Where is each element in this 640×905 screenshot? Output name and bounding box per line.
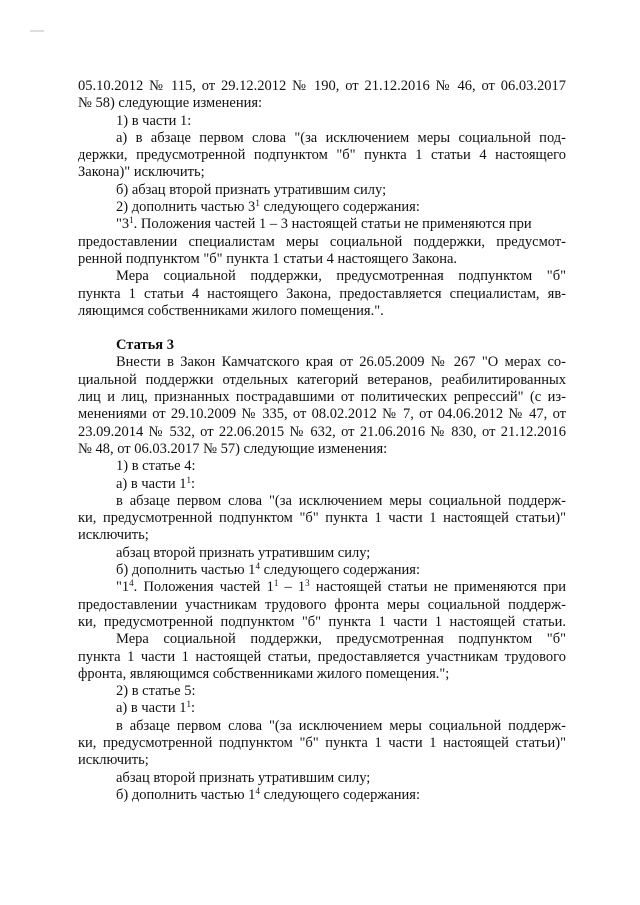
text-line: фронта, являющимся собственниками жилого помещения."; xyxy=(78,665,450,682)
text-line xyxy=(78,476,566,493)
text-line: исключить; xyxy=(78,752,149,769)
text-line: Внести в Закон Камчатского края от 26.05.2009 № 267 "О мерах со- xyxy=(116,354,566,371)
superscript: 4 xyxy=(129,578,134,589)
text-fragment: : xyxy=(191,475,196,492)
text-line: ки, предусмотренной подпунктом "б" пункта 1 части 1 настоящей статьи)" xyxy=(78,510,566,527)
text-fragment: следующего содержания: xyxy=(259,562,421,579)
text-line: предоставлении специалистам меры социальной поддержки, предусмот- xyxy=(78,233,566,250)
text-fragment: настоящей статьи не применяются при xyxy=(309,579,567,596)
text-line xyxy=(78,199,566,216)
text-line: абзац второй признать утратившим силу; xyxy=(116,769,371,786)
text-fragment: б) дополнить частью 1 xyxy=(116,786,256,803)
superscript: 1 xyxy=(186,699,191,710)
superscript: 3 xyxy=(305,578,310,589)
text-line xyxy=(78,787,566,804)
text-line: держки, предусмотренной подпунктом "б" пункта 1 статьи 4 настоящего xyxy=(78,147,566,164)
text-line xyxy=(78,579,566,596)
text-line: б) абзац второй признать утратившим силу; xyxy=(116,181,387,198)
superscript: 4 xyxy=(255,561,260,572)
text-line: № 48, от 06.03.2017 № 57) следующие изменения: xyxy=(78,440,388,457)
text-line: ки, предусмотренной подпунктом "б" пункта 1 части 1 настоящей статьи. xyxy=(78,613,566,630)
scan-artifact xyxy=(30,30,44,32)
superscript: 1 xyxy=(273,578,279,589)
text-line: № 58) следующие изменения: xyxy=(78,95,263,112)
text-line: 2) в статье 5: xyxy=(116,683,196,700)
paragraph-gap xyxy=(78,320,566,337)
text-line: Мера социальной поддержки, предусмотренная подпунктом "б" xyxy=(116,631,566,648)
text-line: ляющимся собственниками жилого помещения.". xyxy=(78,302,384,319)
text-line: лиц и лиц, признанных пострадавшими от политических репрессий" (с из- xyxy=(78,389,566,406)
text-fragment: следующего содержания: xyxy=(259,786,421,803)
superscript: 1 xyxy=(255,198,260,209)
text-line: Закона)" исключить; xyxy=(78,164,205,181)
superscript: 1 xyxy=(129,215,134,226)
text-line: исключить; xyxy=(78,527,149,544)
text-fragment: б) дополнить частью 1 xyxy=(116,562,256,579)
text-line: а) в абзаце первом слова "(за исключением меры социальной под- xyxy=(116,129,566,146)
text-line xyxy=(78,700,566,717)
text-fragment: следующего содержания: xyxy=(259,199,420,216)
text-line: ренной подпунктом "б" пункта 1 статьи 4 настоящего Закона. xyxy=(78,250,458,267)
text-line: 1) в статье 4: xyxy=(116,458,196,475)
text-line: в абзаце первом слова "(за исключением меры социальной поддерж- xyxy=(116,492,566,509)
text-fragment: а) в части 1 xyxy=(116,475,187,492)
text-fragment: . Положения частей 1 xyxy=(133,579,274,596)
text-line: 05.10.2012 № 115, от 29.12.2012 № 190, от 21.12.2016 № 46, от 06.03.2017 xyxy=(78,78,566,94)
text-line xyxy=(78,216,566,233)
text-fragment: – 1 xyxy=(278,579,306,596)
text-line: пункта 1 части 1 настоящей статьи, предоставляется участникам трудового xyxy=(78,648,566,665)
text-line: циальной поддержки отдельных категорий ветеранов, реабилитированных xyxy=(78,371,566,388)
text-fragment: "1 xyxy=(116,579,130,596)
document-page xyxy=(78,78,566,804)
text-fragment: а) в части 1 xyxy=(116,700,187,717)
text-fragment: "3 xyxy=(116,216,130,233)
text-fragment: . Положения частей 1 – 3 настоящей статьи не применяются при xyxy=(133,216,532,233)
text-line xyxy=(78,562,566,579)
article-title: Статья 3 xyxy=(116,337,174,354)
text-line: абзац второй признать утратившим силу; xyxy=(116,544,371,561)
superscript: 4 xyxy=(255,785,260,796)
text-line: ки, предусмотренной подпунктом "б" пункта 1 части 1 настоящей статьи)" xyxy=(78,734,566,751)
superscript: 1 xyxy=(186,474,191,485)
text-line: менениями от 29.10.2009 № 335, от 08.02.2012 № 7, от 04.06.2012 № 47, от xyxy=(78,406,566,423)
text-line: 23.09.2014 № 532, от 22.06.2015 № 632, от 21.06.2016 № 830, от 21.12.2016 xyxy=(78,423,566,440)
text-fragment: : xyxy=(191,700,196,717)
text-line: 1) в части 1: xyxy=(116,112,192,129)
text-line: предоставлении участникам трудового фронта меры социальной поддерж- xyxy=(78,596,566,613)
text-fragment: 2) дополнить частью 3 xyxy=(116,199,256,216)
text-line: пункта 1 статьи 4 настоящего Закона, предоставляется специалистам, яв- xyxy=(78,285,566,302)
text-line: в абзаце первом слова "(за исключением меры социальной поддерж- xyxy=(116,717,566,734)
text-line: Мера социальной поддержки, предусмотренная подпунктом "б" xyxy=(116,268,566,285)
